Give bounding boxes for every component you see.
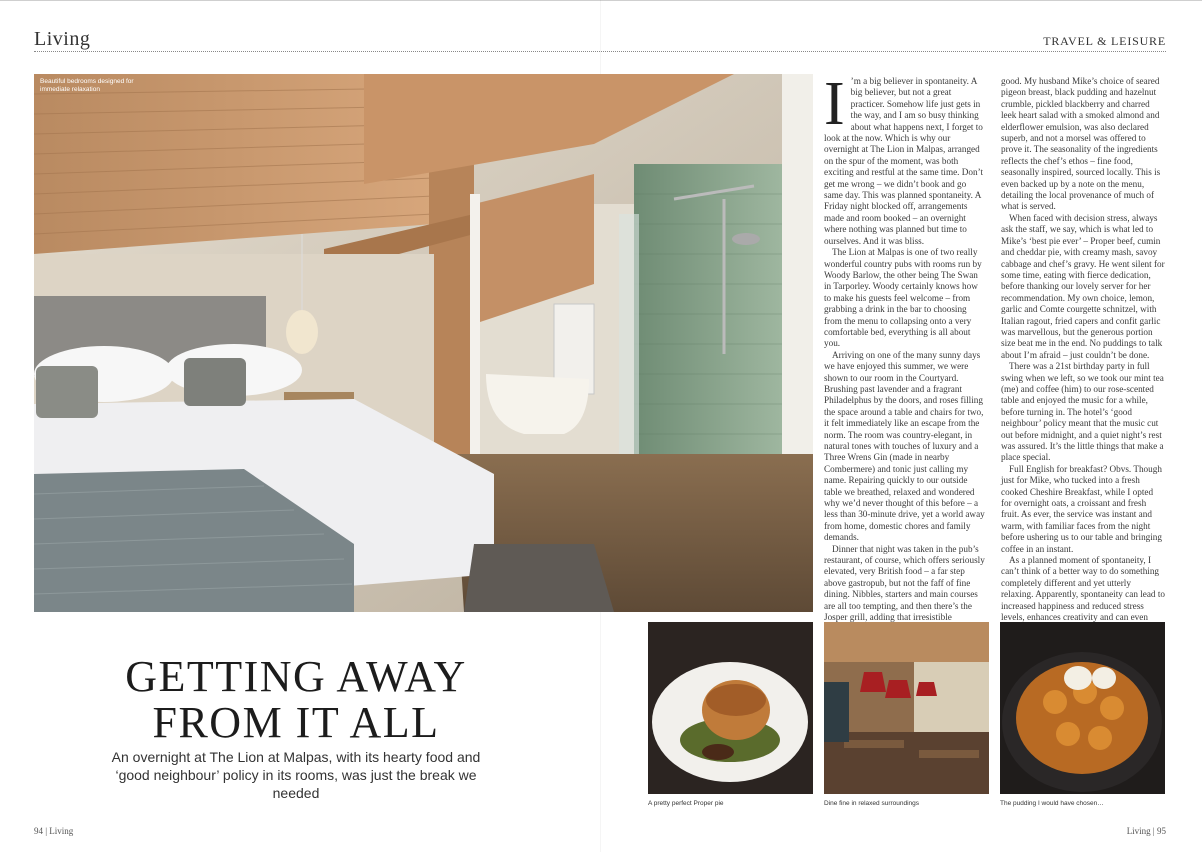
drop-cap: I <box>824 70 845 138</box>
photo-restaurant <box>824 622 989 794</box>
article-paragraph: There was a 21st birthday party in full swing when we left, so we took our mint tea (me) and coffee (him) to our rose-scented table and enjoyed the music for a while, before turning in. The hotel’s ‘good neighbour’ policy meant that the music cut out before midnight, and a quiet night’s rest was assured. It’s the little things that make a place special. <box>1001 361 1164 463</box>
hero-caption: Beautiful bedrooms designed for immediate relaxation <box>40 78 134 93</box>
photo-pie <box>648 622 813 794</box>
pudding-illustration <box>1000 622 1165 794</box>
hero-photo-bedroom <box>34 74 813 612</box>
section-title: Living <box>34 28 91 50</box>
article-paragraph: Dinner that night was taken in the pub’s restaurant, of course, which offers seriously elevated, very British food – a far step above gastropub, but not the faff of fine dining. Nibbles, starters and main courses are all too tempting, and then there’s the Josper grill, adding that irresistible <box>824 543 985 623</box>
article-paragraph: good. My husband Mike’s choice of seared pigeon breast, black pudding and hazelnut crumble, pickled blackberry and charred leek heart salad with a smoked almond and elderflower emulsion, was also declared superb, and not a morsel was offered to prove it. The seasonality of the ingredients reflects the chef’s ethos – fine food, seasonally inspired, sourced locally. This is even backed up by a note on the menu, detailing the local provenance of much of what is served. <box>1001 76 1161 212</box>
article-column-2 <box>1001 76 1165 669</box>
page-top-edge <box>0 0 1202 1</box>
article-paragraph: As a planned moment of spontaneity, I can’t think of a better way to do something completely different and yet utterly relaxing. Apparently, spontaneity can lead to increased happiness and reduced stress levels, enhances creativity and can even <box>1001 555 1165 623</box>
article-paragraph: Arriving on one of the many sunny days we have enjoyed this summer, we were shown to our room in the Courtyard. Brushing past lavender and a fragrant Philadelphus by the doors, and roses filling the space around a table and chairs for two, it felt immediately like an escape from the norm. The room was country-elegant, in natural tones with touches of luxury and a Three Wrens Gin (made in nearby Combermere) and tonic just calling my name. Repairing quickly to our outside table we breathed, relaxed and wondered why we’d never thought of this before – a less than 30-minute drive, yet a world away from home, domestic chores and family demands. <box>824 349 985 543</box>
header-divider <box>34 51 1166 52</box>
photo-caption: A pretty perfect Proper pie <box>648 800 724 807</box>
photo-caption: Dine fine in relaxed surroundings <box>824 800 920 807</box>
article-standfirst: An overnight at The Lion at Malpas, with its hearty food and ‘good neighbour’ policy in its rooms, was just the break we needed <box>111 749 481 801</box>
section-label: TRAVEL & LEISURE <box>1043 34 1166 48</box>
article-paragraph: The Lion at Malpas is one of two really wonderful country pubs with rooms run by Woody Barlow, the other being The Swan in Tarporley. Woody certainly knows how to make his guests feel welcome – from grabbing a drink in the bar to choosing from the menu to collapsing onto a very comfortable bed, everything is all about you. <box>824 247 982 349</box>
page-number-left: 94 | Living <box>34 826 74 836</box>
restaurant-illustration <box>824 622 989 794</box>
headline-line-2: FROM IT ALL <box>152 698 440 747</box>
article-headline <box>96 654 496 746</box>
bedroom-illustration <box>34 74 813 612</box>
article-paragraph: When faced with decision stress, always ask the staff, we say, which is what led to Mike’s ‘best pie ever’ – Proper beef, cumin and cheddar pie, with creamy mash, savoy cabbage and chef’s gravy. He went silent for some time, eating with fierce dedication, before thanking our lovely server for her recommendation. My own choice, lemon, garlic and Comte courgette schnitzel, with Italian ragout, fried capers and confit garlic was marvellous, but the generous portion size beat me in the end. No puddings to talk about I’m afraid – just couldn’t be done. <box>1001 212 1165 360</box>
headline-line-1: GETTING AWAY <box>125 652 467 701</box>
photo-caption: The pudding I would have chosen… <box>1000 800 1104 807</box>
article-column-1 <box>824 70 986 692</box>
page-number-right: Living | 95 <box>1126 826 1166 836</box>
article-paragraph: ’m a big believer in spontaneity. A big believer, but not a great practicer. Somehow life just gets in the way, and I am so busy thinking about what happens next, I forget to look at the now. Which is why our overnight at The Lion in Malpas, arranged on the spur of the moment, was both exciting and restful at the same time. Don’t get me wrong – we didn’t book and go same day. This was planned spontaneity. A Friday night blocked off, arrangements made and room booked – an overnight where nothing was planned but time to ourselves. And it was bliss. <box>824 76 984 246</box>
pie-illustration <box>648 622 813 794</box>
photo-pudding <box>1000 622 1165 794</box>
article-paragraph: Full English for breakfast? Obvs. Though just for Mike, who tucked into a fresh cooked Cheshire Breakfast, while I opted for overnight oats, a croissant and fresh fruit. As ever, the service was instant and warm, with familiar faces from the night before ushering us to our table and bringing coffee in an instant. <box>1001 463 1162 554</box>
